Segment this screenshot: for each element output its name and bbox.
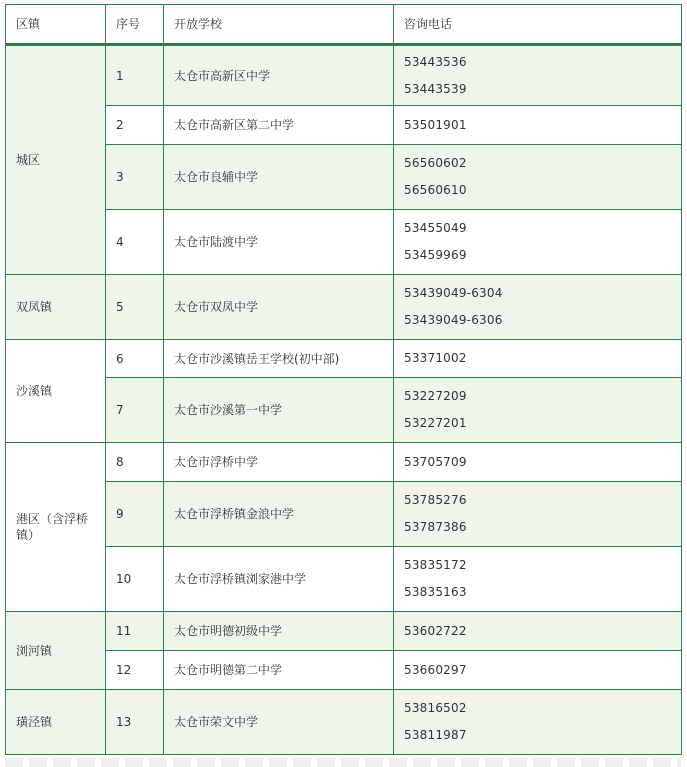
table-row bbox=[6, 612, 682, 651]
school-cell: 太仓市沙溪第一中学 bbox=[164, 378, 394, 443]
phone-number: 53785276 bbox=[404, 493, 467, 507]
phone-number: 53602722 bbox=[404, 623, 467, 638]
district-cell: 浏河镇 bbox=[6, 612, 106, 690]
phone-number: 53501901 bbox=[404, 117, 467, 132]
phone-number: 56560602 bbox=[404, 156, 467, 170]
number-cell: 5 bbox=[106, 275, 164, 340]
phone-number: 53227201 bbox=[404, 416, 467, 430]
number-cell: 11 bbox=[106, 612, 164, 651]
phone-cell bbox=[394, 612, 682, 651]
phone-cell bbox=[394, 45, 682, 106]
phone-number: 53439049-6304 bbox=[404, 286, 503, 300]
phone-cell bbox=[394, 482, 682, 547]
phone-number: 53835172 bbox=[404, 558, 467, 572]
number-cell: 13 bbox=[106, 690, 164, 755]
school-cell: 太仓市浮桥镇浏家港中学 bbox=[164, 547, 394, 612]
number-cell: 4 bbox=[106, 210, 164, 275]
school-cell: 太仓市明德第二中学 bbox=[164, 651, 394, 690]
phone-number: 53371002 bbox=[404, 351, 467, 365]
phone-number: 53811987 bbox=[404, 728, 467, 742]
phone-number: 56560610 bbox=[404, 183, 467, 197]
phone-number: 53439049-6306 bbox=[404, 313, 503, 327]
phone-cell bbox=[394, 275, 682, 340]
table-row bbox=[6, 340, 682, 378]
phone-number: 53705709 bbox=[404, 454, 467, 469]
school-cell: 太仓市浮桥镇金浪中学 bbox=[164, 482, 394, 547]
table-row bbox=[6, 651, 682, 690]
district-cell: 双凤镇 bbox=[6, 275, 106, 340]
table-row bbox=[6, 690, 682, 755]
school-table bbox=[5, 4, 682, 755]
phone-cell bbox=[394, 443, 682, 482]
table-row bbox=[6, 145, 682, 210]
table-header-row bbox=[6, 5, 682, 45]
phone-cell bbox=[394, 690, 682, 755]
phone-number: 53835163 bbox=[404, 585, 467, 599]
phone-number: 53227209 bbox=[404, 389, 467, 403]
district-cell: 城区 bbox=[6, 45, 106, 275]
phone-number: 53443536 bbox=[404, 54, 467, 69]
number-cell: 2 bbox=[106, 106, 164, 145]
table-row bbox=[6, 378, 682, 443]
phone-cell bbox=[394, 106, 682, 145]
school-cell: 太仓市沙溪镇岳王学校(初中部) bbox=[164, 340, 394, 378]
header-phone: 咨询电话 bbox=[394, 5, 682, 45]
school-cell: 太仓市浮桥中学 bbox=[164, 443, 394, 482]
table-row bbox=[6, 45, 682, 106]
school-cell: 太仓市双凤中学 bbox=[164, 275, 394, 340]
table-row bbox=[6, 443, 682, 482]
phone-number: 53816502 bbox=[404, 701, 467, 715]
number-cell: 1 bbox=[106, 45, 164, 106]
phone-cell bbox=[394, 340, 682, 378]
number-cell: 8 bbox=[106, 443, 164, 482]
number-cell: 7 bbox=[106, 378, 164, 443]
school-cell: 太仓市高新区第二中学 bbox=[164, 106, 394, 145]
district-cell: 港区（含浮桥镇） bbox=[6, 443, 106, 612]
table-row bbox=[6, 210, 682, 275]
header-school: 开放学校 bbox=[164, 5, 394, 45]
phone-number: 53660297 bbox=[404, 662, 467, 677]
header-number: 序号 bbox=[106, 5, 164, 45]
school-cell: 太仓市明德初级中学 bbox=[164, 612, 394, 651]
header-district: 区镇 bbox=[6, 5, 106, 45]
phone-cell bbox=[394, 210, 682, 275]
table-row bbox=[6, 106, 682, 145]
phone-number: 53787386 bbox=[404, 520, 467, 534]
phone-number: 53443539 bbox=[404, 81, 467, 96]
phone-cell bbox=[394, 547, 682, 612]
table-row bbox=[6, 275, 682, 340]
phone-cell bbox=[394, 145, 682, 210]
phone-number: 53455049 bbox=[404, 221, 467, 235]
table-row bbox=[6, 547, 682, 612]
number-cell: 3 bbox=[106, 145, 164, 210]
school-cell: 太仓市陆渡中学 bbox=[164, 210, 394, 275]
table-row bbox=[6, 482, 682, 547]
phone-cell bbox=[394, 651, 682, 690]
school-cell: 太仓市良辅中学 bbox=[164, 145, 394, 210]
number-cell: 12 bbox=[106, 651, 164, 690]
number-cell: 9 bbox=[106, 482, 164, 547]
phone-cell bbox=[394, 378, 682, 443]
school-cell: 太仓市高新区中学 bbox=[164, 45, 394, 106]
phone-number: 53459969 bbox=[404, 248, 467, 262]
district-cell: 沙溪镇 bbox=[6, 340, 106, 443]
number-cell: 10 bbox=[106, 547, 164, 612]
school-cell: 太仓市荣文中学 bbox=[164, 690, 394, 755]
number-cell: 6 bbox=[106, 340, 164, 378]
district-cell: 璜泾镇 bbox=[6, 690, 106, 755]
cropped-footer-text bbox=[5, 758, 681, 767]
